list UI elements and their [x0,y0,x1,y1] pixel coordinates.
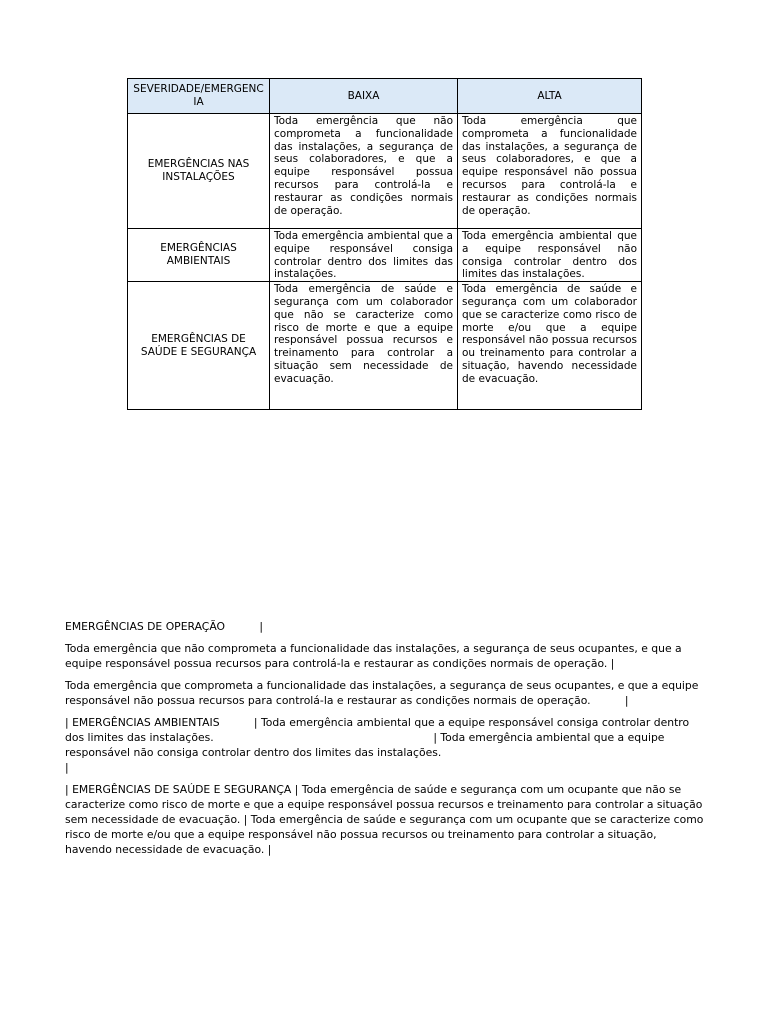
table-row [128,282,642,410]
flat-text-block [65,619,705,864]
cell-baixa-ambientais: Toda emergência ambiental que a equipe responsável consiga controlar dentro dos limites das instalações. [270,229,458,282]
flat-text-paragraph: Toda emergência que comprometa a funcionalidade das instalações, a segurança de seus ocupantes, e que a equipe responsável não possua recursos para controlá-la e restaurar as condições normais de operação. | [65,679,702,707]
header-baixa: BAIXA [270,79,458,114]
cell-alta-instalacoes: Toda emergência que comprometa a funcionalidade das instalações, a segurança de seus colaboradores, e que a equipe responsável não possua recursos para controlá-la e restaurar as condições normais de operação. [458,114,642,229]
row-label-ambientais: EMERGÊNCIAS AMBIENTAIS [128,229,270,282]
table-row [128,114,642,229]
row-label-saude: EMERGÊNCIAS DE SAÚDE E SEGURANÇA [128,282,270,410]
cell-baixa-saude: Toda emergência de saúde e segurança com um colaborador que não se caracterize como risco de morte e que a equipe responsável possua recursos e treinamento para controlar a situação sem necessidade de evacuação. [270,282,458,410]
table-row [128,229,642,282]
cell-baixa-instalacoes: Toda emergência que não comprometa a funcionalidade das instalações, a segurança de seus colaboradores, e que a equipe responsável possua recursos para controlá-la e restaurar as condições normais de operação. [270,114,458,229]
severity-table [127,78,642,410]
flat-text-paragraph: Toda emergência que não comprometa a funcionalidade das instalações, a segurança de seus ocupantes, e que a equipe responsável possua recursos para controlá-la e restaurar as condições normais de operação. | [65,642,686,670]
row-label-instalacoes: EMERGÊNCIAS NAS INSTALAÇÕES [128,114,270,229]
header-alta: ALTA [458,79,642,114]
cell-alta-saude: Toda emergência de saúde e segurança com um colaborador que se caracterize como risco de morte e/ou que a equipe responsável não possua recursos ou treinamento para controlar a situação, havendo necessidade de evacuação. [458,282,642,410]
cell-alta-ambientais: Toda emergência ambiental que a equipe responsável não consiga controlar dentro dos limites das instalações. [458,229,642,282]
flat-text-paragraph: | EMERGÊNCIAS AMBIENTAIS | Toda emergência ambiental que a equipe responsável consiga controlar dentro dos limites das instalações. | Toda emergência ambiental que a equipe responsável não consiga controlar dentro dos limites das instalações. | [65,716,690,774]
header-severity: SEVERIDADE/EMERGENCIA [128,79,270,114]
flat-text-heading: EMERGÊNCIAS DE OPERAÇÃO | [65,620,263,633]
table-header-row [128,79,642,114]
flat-text-paragraph: | EMERGÊNCIAS DE SAÚDE E SEGURANÇA | Toda emergência de saúde e segurança com um ocupante que não se caracterize como risco de morte e que a equipe responsável possua recursos e treinamento para controlar a situação sem necessidade de evacuação. | Toda emergência de saúde e segurança com um ocupante que se caracterize como risco de morte e/ou que a equipe responsável não possua recursos ou treinamento para controlar a situação, havendo necessidade de evacuação. | [65,783,707,856]
